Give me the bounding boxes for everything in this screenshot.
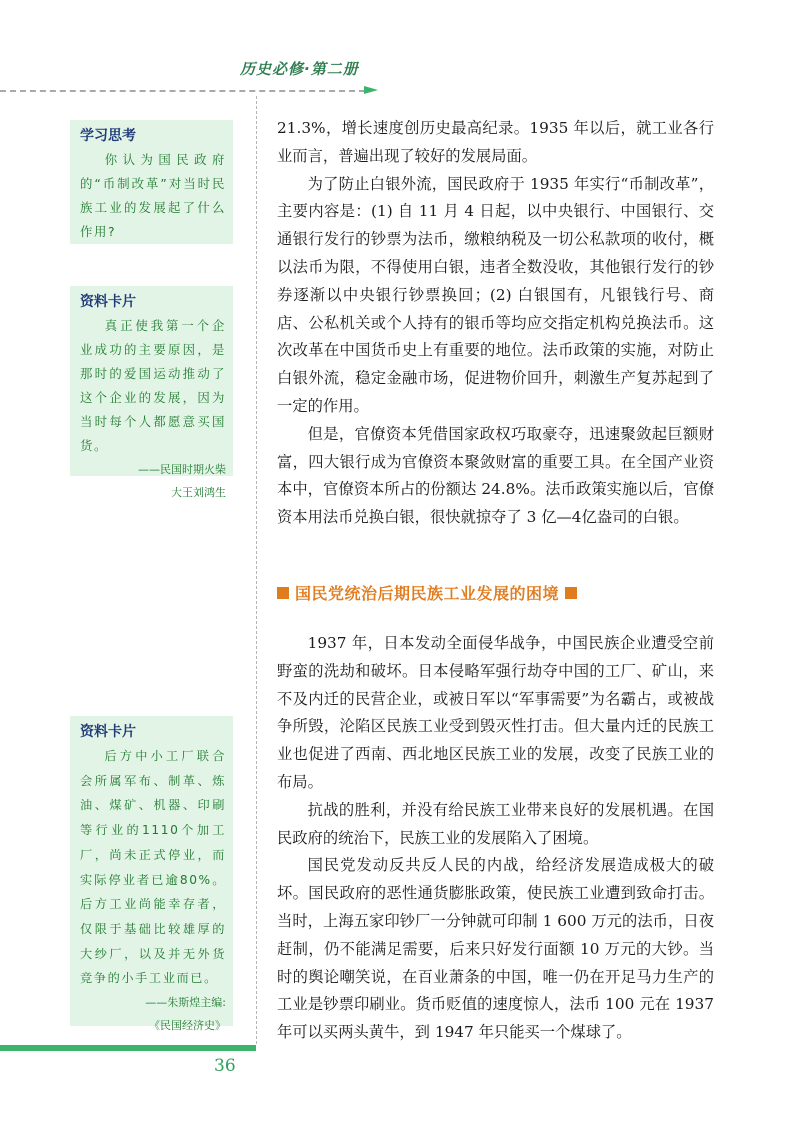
body-paragraph: 国民党发动反共反人民的内战，给经济发展造成极大的破坏。国民政府的恶性通货膨胀政策，使民族工业遭到致命打击。当时，上海五家印钞厂一分钟就可印制 1 600 万元的法币，日夜赶制，仍不能满足需要，后来只好发行面额 10 万元的大钞。当时的舆论嘲笑说，在百业萧条的中国，唯一仍在开足马力生产的工业是钞票印刷业。货币贬值的速度惊人，法币 100 元在 1937 年可以买两头黄牛，到 1947 年只能买一个煤球了。 [277,856,714,1042]
main-text-bottom [277,630,714,1047]
body-paragraph: 为了防止白银外流，国民政府于 1935 年实行“币制改革”，主要内容是：(1) 自 11 月 4 日起，以中央银行、中国银行、交通银行发行的钞票为法币，缴粮纳税及一切公私款项的收付，概以法币为限，不得使用白银，违者全数没收，其他银行发行的钞券逐渐以中央银行钞票换回；(2) 白银国有，凡银钱行号、商店、公私机关或个人持有的银币等均应交指定机构兑换法币。这次改革在中国货币史上有重要的地位。法币政策的实施，对防止白银外流，稳定金融市场，促进物价回升，刺激生产复苏起到了一定的作用。 [277,174,714,415]
header-dashed-rule [0,90,365,92]
main-text-top [277,115,714,532]
study-question-text: 你认为国民政府的“币制改革”对当时民族工业的发展起了什么作用? [80,152,226,239]
body-paragraph: 1937 年，日本发动全面侵华战争，中国民族企业遭受空前野蛮的洗劫和破坏。日本侵略军强行劫夺中国的工厂、矿山，来不及内迁的民营企业，或被日军以“军事需要”为名霸占，或被战争所毁，沦陷区民族工业受到毁灭性打击。但大量内迁的民族工业也促进了西南、西北地区民族工业的发展，改变了民族工业的布局。 [277,634,714,791]
info-card-box [70,716,233,1033]
info-card-title: 资料卡片 [80,294,136,310]
square-bullet-icon [277,587,289,599]
info-card-title: 资料卡片 [80,724,136,740]
study-question-box [70,120,233,244]
body-paragraph: 21.3%，增长速度创历史最高纪录。1935 年以后，就工业各行业而言，普遍出现了较好的发展局面。 [277,119,714,165]
body-paragraph: 但是，官僚资本凭借国家政权巧取豪夺，迅速聚敛起巨额财富，四大银行成为官僚资本聚敛财富的重要工具。在全国产业资本中，官僚资本所占的份额达 24.8%。法币政策实施以后，官僚资本用法币兑换白银，很快就掠夺了 3 亿—4亿盎司的白银。 [277,424,714,527]
column-divider [256,96,257,1044]
page-number: 36 [214,1056,236,1076]
info-card-source: 《民国经济史》 [149,1019,226,1033]
square-bullet-icon [565,587,577,599]
info-card-text: 后方中小工厂联合会所属军布、制革、炼油、煤矿、机器、印刷等行业的1110个加工厂，尚未正式停业，而实际停业者已逾80%。后方工业尚能幸存者，仅限于基础比较雄厚的大纱厂，以及并无外货竞争的小手工业而已。 [80,749,226,986]
section-heading-text: 国民党统治后期民族工业发展的困境 [295,584,560,603]
info-card-box [70,286,233,499]
footer-bar [0,1045,256,1051]
header-arrow-icon [364,83,378,97]
study-question-title: 学习思考 [80,128,136,144]
body-paragraph: 抗战的胜利，并没有给民族工业带来良好的发展机遇。在国民政府的统治下，民族工业的发展陷入了困境。 [277,800,714,847]
info-card-source: ——朱斯煌主编: [145,996,226,1010]
info-card-text: 真正使我第一个企业成功的主要原因，是那时的爱国运动推动了这个企业的发展，因为当时每个人都愿意买国货。 [80,318,226,453]
info-card-source: 大王刘鸿生 [171,486,226,499]
info-card-source: ——民国时期火柴 [138,463,226,476]
section-heading [277,581,577,604]
header-title: 历史必修·第二册 [240,60,359,78]
